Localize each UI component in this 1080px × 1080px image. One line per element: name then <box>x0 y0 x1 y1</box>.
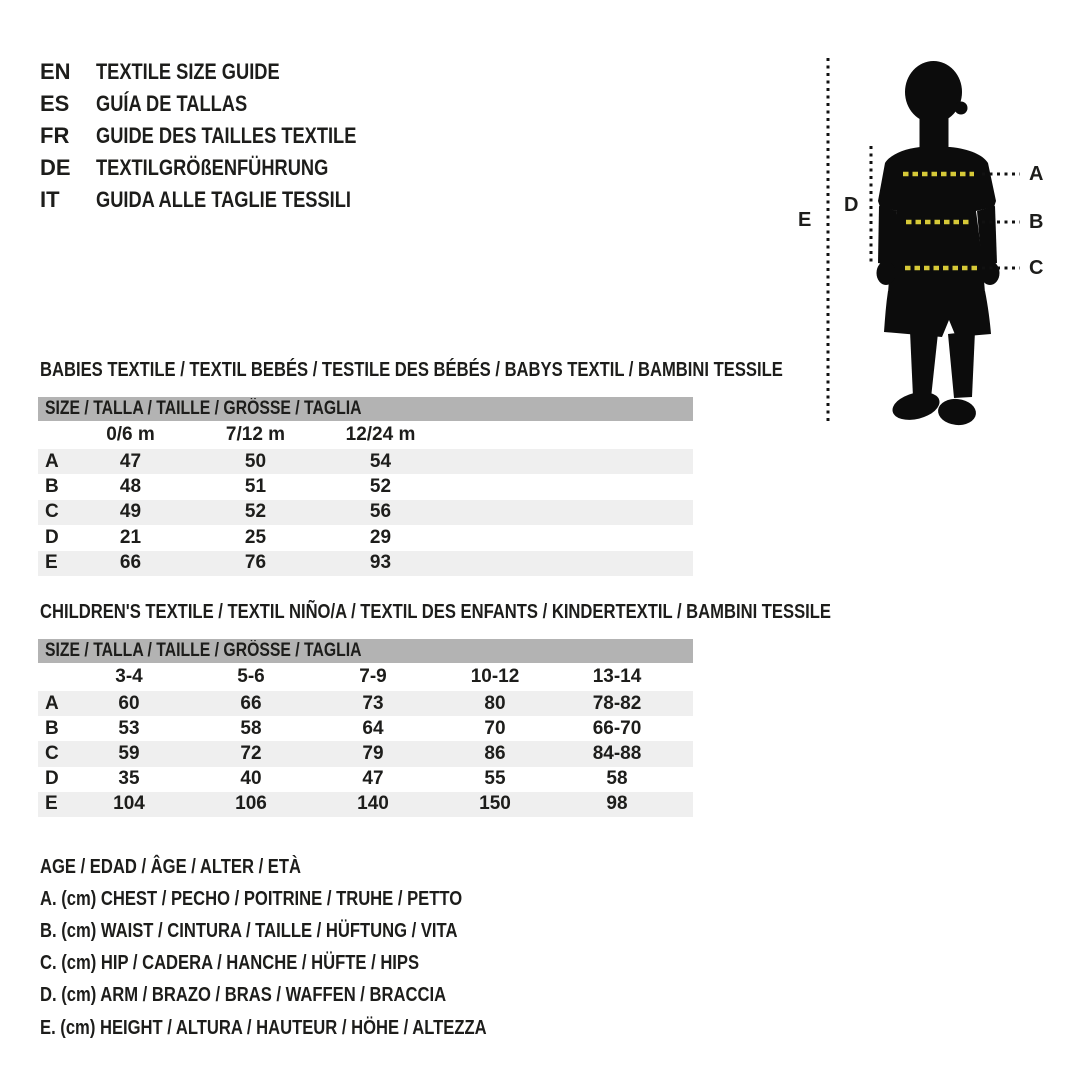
marker-label-c: C <box>1029 257 1044 279</box>
cell: 49 <box>119 501 142 523</box>
language-code: EN <box>40 59 71 84</box>
cell: 58 <box>606 768 628 790</box>
language-title: GUIDE DES TAILLES TEXTILE <box>96 123 357 148</box>
table-row <box>38 551 693 576</box>
cell: 106 <box>235 793 267 815</box>
legend-line-arm: D. (cm) ARM / BRAZO / BRAS / WAFFEN / BRACCIA <box>40 984 447 1007</box>
marker-label-a: A <box>1029 163 1044 185</box>
column-header-row <box>38 421 693 449</box>
cell: 48 <box>119 476 142 498</box>
cell: 64 <box>362 717 384 739</box>
measurement-legend <box>40 851 578 1044</box>
cell: 40 <box>240 768 262 790</box>
cell: 78-82 <box>592 692 642 714</box>
cell: 56 <box>369 501 392 523</box>
language-row-es <box>40 88 410 120</box>
cell: 35 <box>118 768 140 790</box>
language-title: GUÍA DE TALLAS <box>96 91 248 116</box>
row-label: E <box>45 552 58 574</box>
cell: 66-70 <box>592 717 642 739</box>
row-label: B <box>45 717 59 739</box>
column-header: 12/24 m <box>345 424 416 445</box>
row-label: B <box>45 476 59 498</box>
cell: 60 <box>118 692 140 714</box>
table-row <box>38 741 693 766</box>
language-title-list <box>40 56 410 216</box>
legend-line-age: AGE / EDAD / ÂGE / ALTER / ETÀ <box>40 855 302 878</box>
cell: 50 <box>244 450 267 472</box>
table-row <box>38 792 693 817</box>
language-row-en <box>40 56 410 88</box>
legend-line-chest: A. (cm) CHEST / PECHO / POITRINE / TRUHE / PETTO <box>40 887 463 910</box>
children-size-table <box>38 639 693 817</box>
language-code: DE <box>40 155 71 180</box>
column-header: 13-14 <box>592 666 642 687</box>
cell: 53 <box>118 717 140 739</box>
babies-size-table <box>38 397 693 576</box>
language-row-it <box>40 184 410 216</box>
row-label: C <box>45 742 59 764</box>
language-title: GUIDA ALLE TAGLIE TESSILI <box>96 187 351 212</box>
cell: 47 <box>119 450 142 472</box>
language-title: TEXTILGRÖßENFÜHRUNG <box>96 155 329 180</box>
cell: 86 <box>484 742 506 764</box>
language-code: ES <box>40 91 70 116</box>
cell: 52 <box>244 501 267 523</box>
cell: 79 <box>362 742 384 764</box>
cell: 52 <box>369 476 392 498</box>
cell: 140 <box>357 793 389 815</box>
row-label: A <box>45 450 59 472</box>
table-row <box>38 449 693 474</box>
legend-line-waist: B. (cm) WAIST / CINTURA / TAILLE / HÜFTUNG / VITA <box>40 919 458 942</box>
row-label: C <box>45 501 59 523</box>
table-row <box>38 691 693 716</box>
language-code: FR <box>40 123 70 148</box>
table-row <box>38 474 693 499</box>
cell: 66 <box>119 552 142 574</box>
row-label: A <box>45 692 59 714</box>
children-section-title: CHILDREN'S TEXTILE / TEXTIL NIÑO/A / TEXTIL DES ENFANTS / KINDERTEXTIL / BAMBINI TESSILE <box>40 601 831 623</box>
legend-line-height: E. (cm) HEIGHT / ALTURA / HAUTEUR / HÖHE / ALTEZZA <box>40 1016 487 1039</box>
table-header-bar <box>38 397 693 421</box>
row-label: D <box>45 768 59 790</box>
language-row-fr <box>40 120 410 152</box>
language-row-de <box>40 152 410 184</box>
language-title: TEXTILE SIZE GUIDE <box>96 59 280 84</box>
cell: 150 <box>479 793 511 815</box>
column-header-row <box>38 663 693 691</box>
column-header: 7-9 <box>359 666 387 687</box>
cell: 21 <box>119 526 142 548</box>
cell: 80 <box>484 692 506 714</box>
cell: 54 <box>369 450 392 472</box>
table-row <box>38 767 693 792</box>
column-header: 0/6 m <box>106 424 155 445</box>
babies-section-title: BABIES TEXTILE / TEXTIL BEBÉS / TESTILE DES BÉBÉS / BABYS TEXTIL / BAMBINI TESSILE <box>40 359 783 381</box>
table-row <box>38 500 693 525</box>
table-header-bar <box>38 639 693 663</box>
cell: 93 <box>369 552 392 574</box>
column-header: 7/12 m <box>225 424 286 445</box>
cell: 47 <box>362 768 384 790</box>
cell: 72 <box>240 742 262 764</box>
language-code: IT <box>40 187 60 212</box>
cell: 70 <box>484 717 506 739</box>
cell: 66 <box>240 692 262 714</box>
cell: 76 <box>244 552 267 574</box>
legend-line-hip: C. (cm) HIP / CADERA / HANCHE / HÜFTE / HIPS <box>40 952 420 975</box>
marker-label-e: E <box>798 209 812 231</box>
table-row <box>38 716 693 741</box>
cell: 73 <box>362 692 384 714</box>
cell: 58 <box>240 717 262 739</box>
marker-label-b: B <box>1029 211 1044 233</box>
cell: 29 <box>369 526 392 548</box>
cell: 98 <box>606 793 628 815</box>
table-row <box>38 525 693 550</box>
cell: 51 <box>244 476 267 498</box>
cell: 59 <box>118 742 140 764</box>
cell: 55 <box>484 768 506 790</box>
table-header-label: SIZE / TALLA / TAILLE / GRÖSSE / TAGLIA <box>45 398 362 419</box>
column-header: 10-12 <box>470 666 520 687</box>
row-label: D <box>45 526 59 548</box>
cell: 104 <box>113 793 145 815</box>
row-label: E <box>45 793 58 815</box>
column-header: 5-6 <box>237 666 265 687</box>
marker-label-d: D <box>844 194 859 216</box>
cell: 84-88 <box>592 742 642 764</box>
column-header: 3-4 <box>115 666 143 687</box>
table-header-label: SIZE / TALLA / TAILLE / GRÖSSE / TAGLIA <box>45 640 362 661</box>
cell: 25 <box>244 526 267 548</box>
